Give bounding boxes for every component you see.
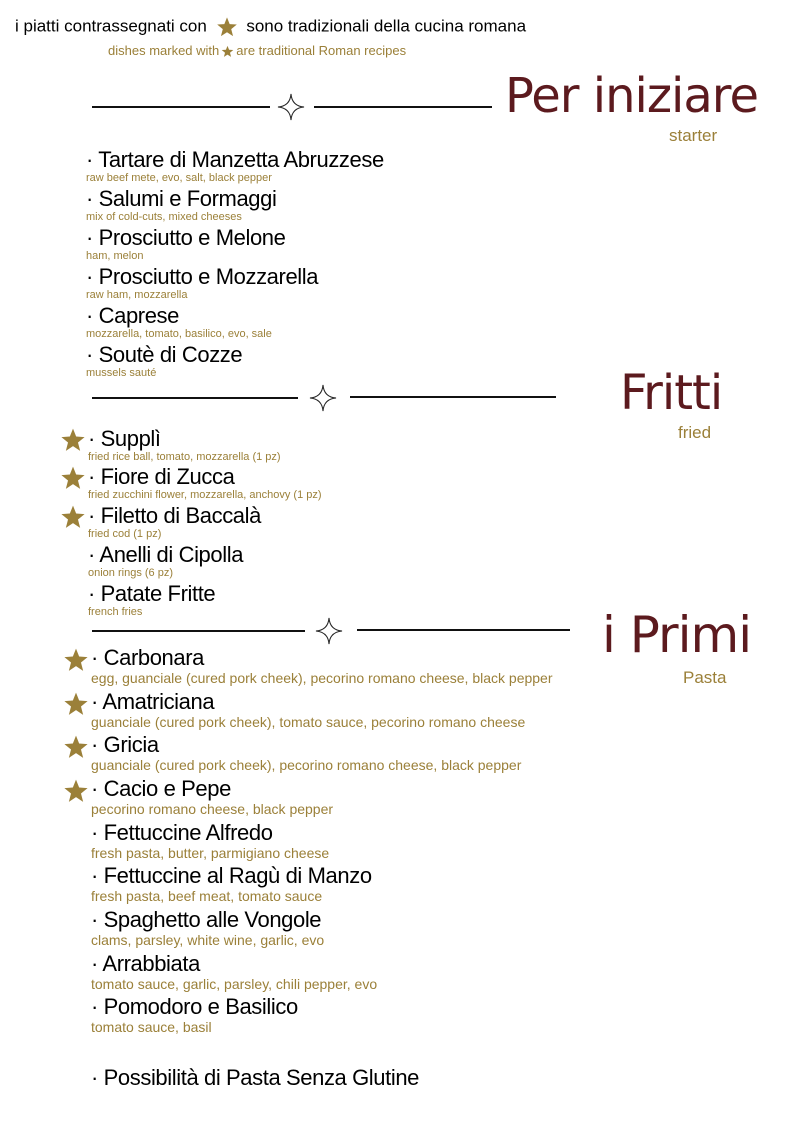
item-description: fried zucchini flower, mozzarella, anchovy (1 pz) — [88, 489, 322, 501]
star-icon — [216, 16, 238, 38]
item-description: mix of cold-cuts, mixed cheeses — [86, 211, 242, 223]
item-description: tomato sauce, garlic, parsley, chili pepper, evo — [91, 976, 378, 992]
item-name: · Patate Fritte — [88, 581, 216, 606]
item-name: · Fiore di Zucca — [88, 464, 235, 489]
menu-item — [86, 148, 384, 185]
item-name: · Fettuccine Alfredo — [91, 820, 273, 845]
menu-item — [88, 465, 322, 502]
divider-line — [357, 629, 570, 631]
item-name: · Supplì — [88, 426, 161, 451]
section-title-fried: Fritti — [620, 365, 723, 421]
menu-item — [86, 343, 242, 380]
star-icon — [221, 45, 234, 58]
item-description: mussels sauté — [86, 367, 157, 379]
item-description: clams, parsley, white wine, garlic, evo — [91, 932, 325, 948]
item-name: · Prosciutto e Mozzarella — [86, 264, 319, 289]
star-icon — [60, 504, 86, 530]
menu-item — [88, 427, 281, 464]
section-title-primi: i Primi — [602, 606, 752, 664]
gluten-free-note — [91, 1066, 419, 1090]
menu-item — [88, 543, 243, 580]
item-name: · Spaghetto alle Vongole — [91, 907, 322, 932]
menu-item — [91, 821, 329, 861]
star-icon — [63, 734, 89, 760]
traditional-note-it — [15, 16, 526, 38]
menu-item — [91, 646, 553, 686]
star-icon — [63, 647, 89, 673]
item-description: ham, melon — [86, 250, 144, 262]
menu-item — [91, 995, 298, 1035]
star-icon — [63, 778, 89, 804]
item-name: · Caprese — [86, 303, 179, 328]
item-name: · Tartare di Manzetta Abruzzese — [86, 147, 384, 172]
item-description: raw beef mete, evo, salt, black pepper — [86, 172, 272, 184]
menu-item — [91, 733, 521, 773]
star-icon — [60, 465, 86, 491]
item-description: egg, guanciale (cured pork cheek), pecorino romano cheese, black pepper — [91, 670, 553, 686]
menu-item — [86, 304, 272, 341]
menu-item — [86, 265, 318, 302]
section-subtitle-fried: fried — [678, 423, 712, 442]
divider-line — [92, 106, 270, 108]
item-name: · Cacio e Pepe — [91, 776, 231, 801]
sparkle-icon — [277, 93, 305, 121]
item-description: guanciale (cured pork cheek), tomato sauce, pecorino romano cheese — [91, 714, 526, 730]
menu-item — [88, 504, 261, 541]
section-subtitle-starters: starter — [669, 126, 718, 145]
note-en-after: are traditional Roman recipes — [236, 43, 407, 58]
item-description: tomato sauce, basil — [91, 1019, 212, 1035]
section-title-starters: Per iniziare — [505, 68, 759, 124]
divider-line — [350, 396, 556, 398]
item-description: fried rice ball, tomato, mozzarella (1 pz) — [88, 451, 281, 463]
note-en-before: dishes marked with — [108, 43, 220, 58]
item-description: french fries — [88, 606, 143, 618]
item-name: · Anelli di Cipolla — [88, 542, 244, 567]
divider-line — [92, 397, 298, 399]
menu-item — [91, 952, 377, 992]
note-it-before: i piatti contrassegnati con — [15, 16, 207, 36]
star-icon — [63, 691, 89, 717]
item-description: onion rings (6 pz) — [88, 567, 173, 579]
item-description: guanciale (cured pork cheek), pecorino romano cheese, black pepper — [91, 757, 522, 773]
menu-item — [91, 908, 324, 948]
item-name: · Fettuccine al Ragù di Manzo — [91, 863, 372, 888]
menu-item — [86, 226, 285, 263]
sparkle-icon — [315, 617, 343, 645]
item-description: fried cod (1 pz) — [88, 528, 162, 540]
item-name: · Gricia — [91, 732, 159, 757]
item-description: pecorino romano cheese, black pepper — [91, 801, 334, 817]
item-name: · Amatriciana — [91, 689, 215, 714]
sparkle-icon — [309, 384, 337, 412]
note-it-after: sono tradizionali della cucina romana — [246, 16, 527, 36]
item-name: · Pomodoro e Basilico — [91, 994, 298, 1019]
item-description: raw ham, mozzarella — [86, 289, 188, 301]
item-description: fresh pasta, beef meat, tomato sauce — [91, 888, 323, 904]
item-description: mozzarella, tomato, basilico, evo, sale — [86, 328, 272, 340]
traditional-note-en — [108, 43, 406, 58]
divider-line — [92, 630, 305, 632]
item-name: · Carbonara — [91, 645, 204, 670]
menu-item — [88, 582, 215, 619]
item-name: · Filetto di Baccalà — [88, 503, 261, 528]
item-description: fresh pasta, butter, parmigiano cheese — [91, 845, 330, 861]
menu-item — [86, 187, 276, 224]
gluten-free-text: · Possibilità di Pasta Senza Glutine — [91, 1065, 419, 1090]
item-name: · Salumi e Formaggi — [86, 186, 277, 211]
star-icon — [60, 427, 86, 453]
item-name: · Soutè di Cozze — [86, 342, 243, 367]
item-name: · Prosciutto e Melone — [86, 225, 286, 250]
menu-item — [91, 864, 372, 904]
menu-item — [91, 777, 333, 817]
divider-line — [314, 106, 492, 108]
item-name: · Arrabbiata — [91, 951, 200, 976]
menu-item — [91, 690, 525, 730]
section-subtitle-primi: Pasta — [683, 668, 727, 687]
